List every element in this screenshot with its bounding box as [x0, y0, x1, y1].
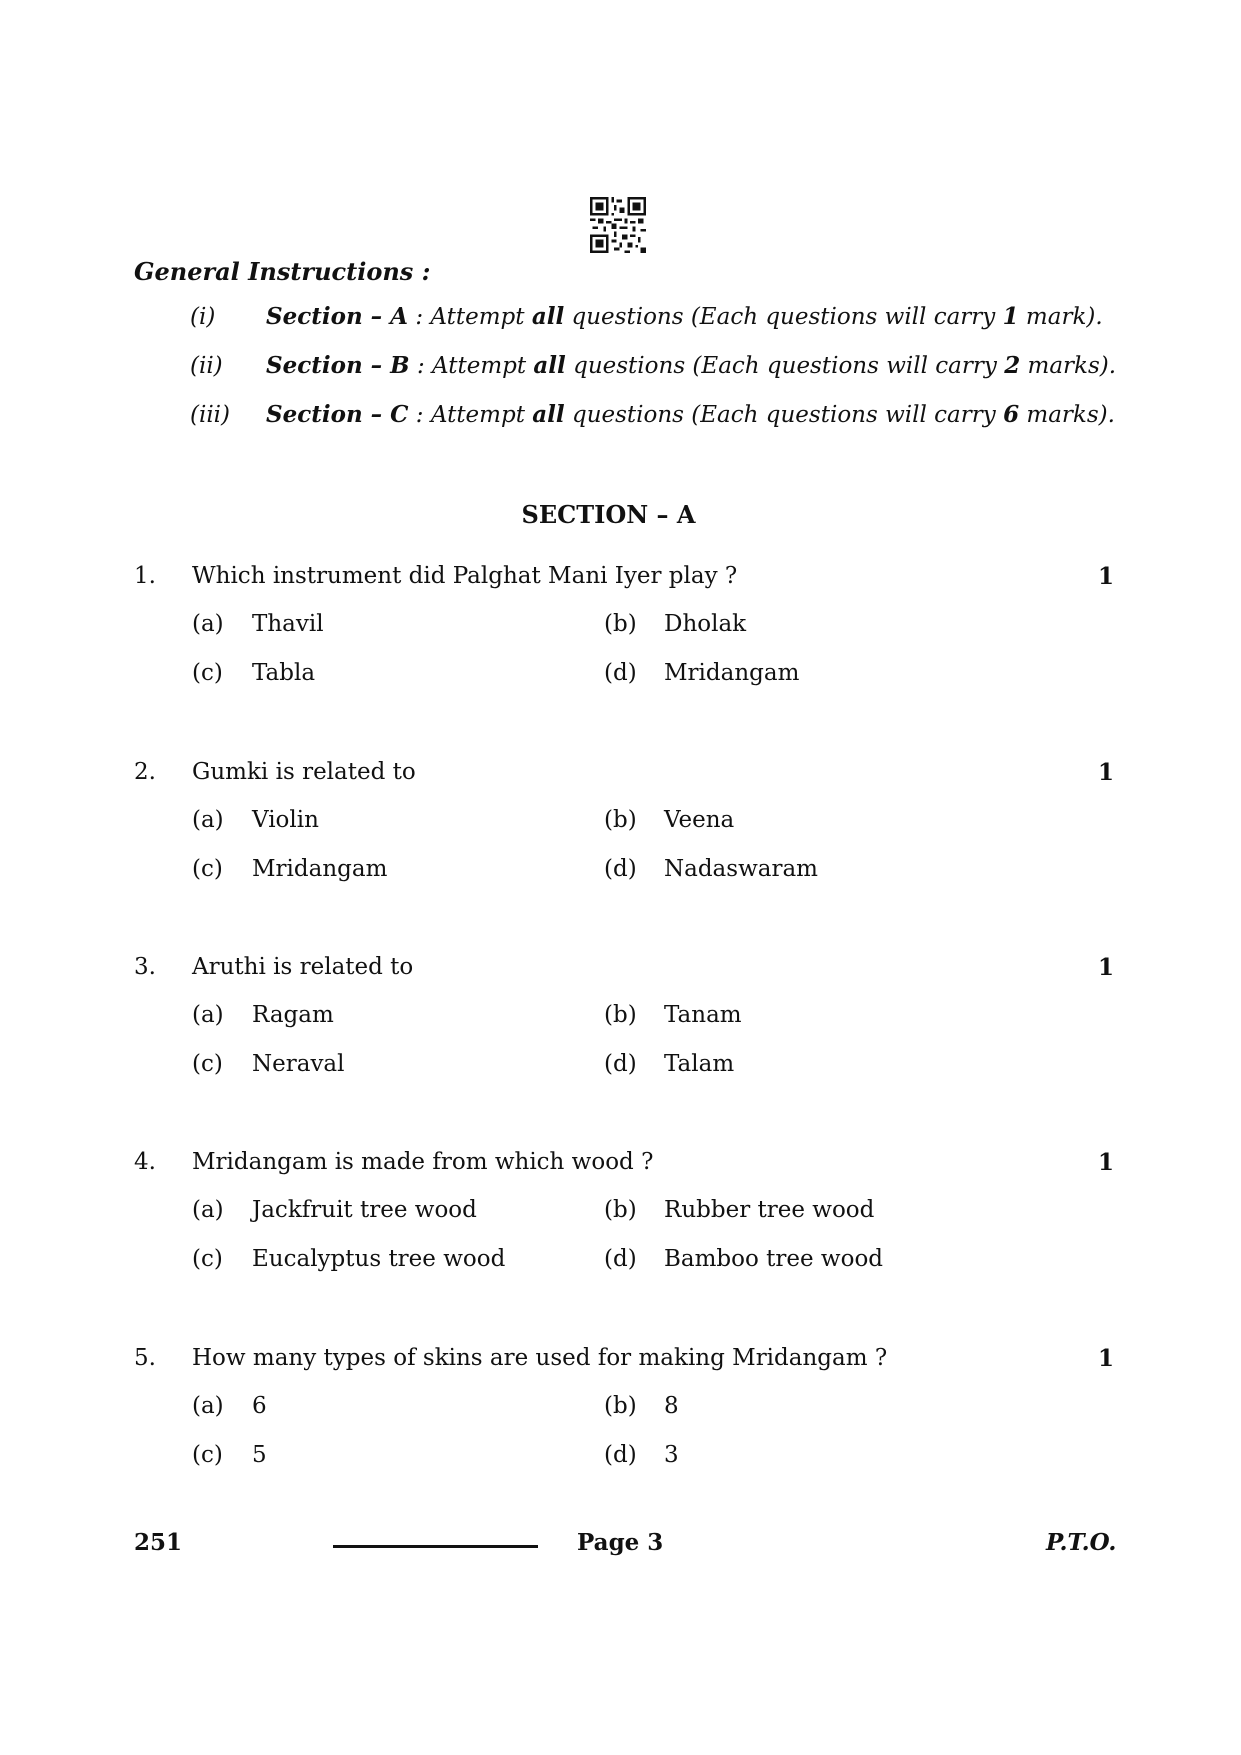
option-a[interactable] — [192, 611, 324, 637]
option-c[interactable] — [192, 1442, 267, 1468]
instruction-marks: 6 — [1003, 401, 1020, 428]
option-text: Jackfruit tree wood — [252, 1197, 477, 1223]
option-b[interactable] — [604, 1393, 679, 1419]
option-label: (a) — [192, 611, 224, 637]
option-label: (c) — [192, 660, 223, 686]
question-marks: 1 — [1097, 759, 1114, 786]
instruction-text: questions (Each questions will carry — [565, 353, 1005, 379]
option-label: (b) — [604, 807, 637, 833]
instruction-section: Section – A — [266, 303, 409, 330]
option-label: (a) — [192, 1002, 224, 1028]
instruction-number: (iii) — [190, 402, 231, 428]
instruction-emphasis: all — [532, 401, 565, 428]
option-c[interactable] — [192, 1051, 345, 1077]
question-number: 1. — [134, 563, 156, 589]
option-label: (c) — [192, 1246, 223, 1272]
option-text: 8 — [664, 1393, 679, 1419]
instruction-text: questions (Each questions will carry — [564, 402, 1004, 428]
qr-code — [590, 197, 646, 253]
question-text: Gumki is related to — [192, 759, 416, 785]
option-d[interactable] — [604, 1442, 679, 1468]
instruction-number: (ii) — [190, 353, 223, 379]
instruction-text: mark). — [1018, 304, 1103, 330]
question-3 — [134, 954, 1114, 1102]
option-label: (c) — [192, 856, 223, 882]
option-a[interactable] — [192, 1393, 267, 1419]
paper-code: 251 — [134, 1529, 183, 1556]
instruction-emphasis: all — [531, 303, 565, 330]
option-text: Neraval — [252, 1051, 345, 1077]
option-a[interactable] — [192, 1197, 477, 1223]
question-text: Mridangam is made from which wood ? — [192, 1149, 654, 1175]
question-5 — [134, 1345, 1114, 1493]
option-text: Bamboo tree wood — [664, 1246, 884, 1272]
option-label: (a) — [192, 807, 224, 833]
question-number: 4. — [134, 1149, 156, 1175]
option-label: (d) — [604, 856, 637, 882]
instruction-marks: 2 — [1004, 352, 1021, 379]
option-label: (d) — [604, 1051, 637, 1077]
option-b[interactable] — [604, 1197, 874, 1223]
option-b[interactable] — [604, 1002, 742, 1028]
question-marks: 1 — [1097, 1149, 1114, 1176]
option-text: Rubber tree wood — [664, 1197, 875, 1223]
option-text: 3 — [664, 1442, 679, 1468]
footer-rule — [333, 1545, 538, 1548]
option-a[interactable] — [192, 807, 319, 833]
option-text: Mridangam — [252, 856, 388, 882]
instruction-text: marks). — [1020, 353, 1117, 379]
option-b[interactable] — [604, 807, 734, 833]
option-text: Nadaswaram — [664, 856, 818, 882]
instruction-text: : Attempt — [408, 402, 533, 428]
question-text: How many types of skins are used for making Mridangam ? — [192, 1345, 888, 1371]
option-label: (d) — [604, 1442, 637, 1468]
option-d[interactable] — [604, 1051, 734, 1077]
question-text: Which instrument did Palghat Mani Iyer play ? — [192, 563, 738, 589]
option-text: Violin — [252, 807, 319, 833]
option-text: Talam — [664, 1051, 735, 1077]
option-label: (b) — [604, 611, 637, 637]
option-text: Ragam — [252, 1002, 334, 1028]
option-text: 6 — [252, 1393, 267, 1419]
option-c[interactable] — [192, 856, 387, 882]
option-label: (c) — [192, 1442, 223, 1468]
option-b[interactable] — [604, 611, 746, 637]
option-label: (b) — [604, 1002, 637, 1028]
question-2 — [134, 759, 1114, 907]
option-text: Tabla — [252, 660, 316, 686]
question-marks: 1 — [1097, 954, 1114, 981]
question-1 — [134, 563, 1114, 711]
question-number: 2. — [134, 759, 156, 785]
option-label: (b) — [604, 1393, 637, 1419]
instruction-emphasis: all — [533, 352, 566, 379]
page-number: Page 3 — [577, 1529, 664, 1556]
option-text: Thavil — [252, 611, 324, 637]
option-text: Eucalyptus tree wood — [252, 1246, 506, 1272]
general-instructions-title: General Instructions : — [134, 257, 431, 286]
instruction-text: marks). — [1019, 402, 1115, 428]
option-a[interactable] — [192, 1002, 334, 1028]
option-text: Tanam — [664, 1002, 742, 1028]
question-marks: 1 — [1097, 1345, 1114, 1372]
question-number: 3. — [134, 954, 156, 980]
option-label: (a) — [192, 1393, 224, 1419]
instruction-section: Section – B — [266, 352, 410, 379]
instruction-text: questions (Each questions will carry — [564, 304, 1003, 330]
instruction-marks: 1 — [1002, 303, 1019, 330]
option-text: 5 — [252, 1442, 267, 1468]
option-label: (b) — [604, 1197, 637, 1223]
option-text: Mridangam — [664, 660, 800, 686]
instruction-item-1 — [190, 303, 1103, 330]
option-d[interactable] — [604, 660, 799, 686]
instruction-item-3 — [190, 401, 1115, 428]
section-title: SECTION – A — [521, 500, 696, 529]
question-4 — [134, 1149, 1114, 1297]
instruction-number: (i) — [190, 304, 216, 330]
option-d[interactable] — [604, 1246, 883, 1272]
option-label: (a) — [192, 1197, 224, 1223]
instruction-text: : Attempt — [408, 304, 532, 330]
option-c[interactable] — [192, 1246, 505, 1272]
question-text: Aruthi is related to — [192, 954, 414, 980]
option-d[interactable] — [604, 856, 818, 882]
option-label: (d) — [604, 1246, 637, 1272]
option-label: (c) — [192, 1051, 223, 1077]
instruction-section: Section – C — [266, 401, 409, 428]
option-text: Veena — [664, 807, 735, 833]
question-number: 5. — [134, 1345, 156, 1371]
option-c[interactable] — [192, 660, 315, 686]
option-text: Dholak — [664, 611, 747, 637]
instruction-item-2 — [190, 352, 1116, 379]
question-marks: 1 — [1097, 563, 1114, 590]
pto-label: P.T.O. — [1046, 1529, 1117, 1556]
option-label: (d) — [604, 660, 637, 686]
instruction-text: : Attempt — [409, 353, 534, 379]
